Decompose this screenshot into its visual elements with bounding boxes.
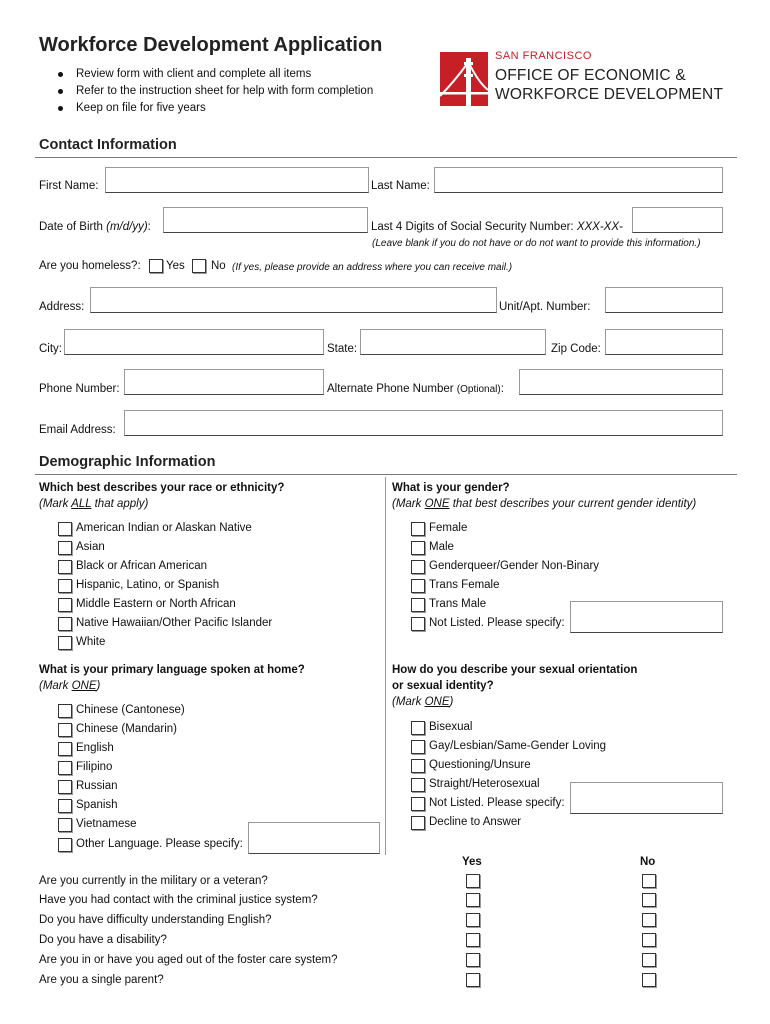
gender-instruction: (Mark ONE that best describes your current gender identity) xyxy=(392,498,697,510)
state-label: State: xyxy=(327,343,358,355)
city-label: City: xyxy=(39,343,62,355)
dob-field[interactable] xyxy=(163,207,368,233)
logo-text: OFFICE OF ECONOMIC & WORKFORCE DEVELOPMENT xyxy=(495,67,724,103)
homeless-no-label: No xyxy=(211,260,226,272)
checkbox[interactable] xyxy=(411,522,425,536)
homeless-yes-checkbox[interactable] xyxy=(149,259,163,273)
section-divider xyxy=(35,474,737,475)
yesno-question: Have you had contact with the criminal justice system? xyxy=(39,894,318,906)
yes-checkbox[interactable] xyxy=(466,973,480,987)
no-checkbox[interactable] xyxy=(642,893,656,907)
column-divider xyxy=(385,477,386,855)
no-checkbox[interactable] xyxy=(642,933,656,947)
contact-heading: Contact Information xyxy=(39,137,177,153)
first-name-field[interactable] xyxy=(105,167,369,193)
no-checkbox[interactable] xyxy=(642,973,656,987)
language-specify-field[interactable] xyxy=(248,822,380,854)
language-instruction: (Mark ONE) xyxy=(39,680,101,692)
checkbox[interactable] xyxy=(411,778,425,792)
homeless-note: (If yes, please provide an address where you can receive mail.) xyxy=(232,262,513,273)
no-checkbox[interactable] xyxy=(642,953,656,967)
last-name-label: Last Name: xyxy=(371,180,430,192)
zip-label: Zip Code: xyxy=(551,343,601,355)
checkbox[interactable] xyxy=(411,560,425,574)
yes-checkbox[interactable] xyxy=(466,953,480,967)
no-checkbox[interactable] xyxy=(642,874,656,888)
checkbox[interactable] xyxy=(58,579,72,593)
checkbox[interactable] xyxy=(58,818,72,832)
no-checkbox[interactable] xyxy=(642,913,656,927)
address-field[interactable] xyxy=(90,287,497,313)
yes-checkbox[interactable] xyxy=(466,913,480,927)
checkbox[interactable] xyxy=(58,723,72,737)
orientation-instruction: (Mark ONE) xyxy=(392,696,454,708)
yes-checkbox[interactable] xyxy=(466,933,480,947)
checkbox[interactable] xyxy=(411,816,425,830)
instruction-item: Keep on file for five years xyxy=(58,100,373,117)
checkbox[interactable] xyxy=(58,780,72,794)
race-instruction: (Mark ALL that apply) xyxy=(39,498,149,510)
race-question: Which best describes your race or ethnicity? xyxy=(39,482,285,494)
yesno-question: Do you have difficulty understanding English? xyxy=(39,914,272,926)
no-column-header: No xyxy=(640,856,656,868)
dob-label: Date of Birth (m/d/yy): xyxy=(39,221,151,233)
gender-question: What is your gender? xyxy=(392,482,510,494)
checkbox[interactable] xyxy=(411,721,425,735)
yes-checkbox[interactable] xyxy=(466,893,480,907)
instruction-item: Refer to the instruction sheet for help with form completion xyxy=(58,83,373,100)
checkbox[interactable] xyxy=(58,704,72,718)
yesno-question: Do you have a disability? xyxy=(39,934,167,946)
checkbox[interactable] xyxy=(58,742,72,756)
ssn-label: Last 4 Digits of Social Security Number: XXX-XX- xyxy=(371,221,623,233)
orientation-question-line2: or sexual identity? xyxy=(392,680,494,692)
email-label: Email Address: xyxy=(39,424,116,436)
instruction-item: Review form with client and complete all items xyxy=(58,66,373,83)
last-name-field[interactable] xyxy=(434,167,723,193)
checkbox[interactable] xyxy=(411,759,425,773)
phone-label: Phone Number: xyxy=(39,383,120,395)
checkbox[interactable] xyxy=(411,797,425,811)
checkbox[interactable] xyxy=(411,579,425,593)
checkbox[interactable] xyxy=(58,761,72,775)
checkbox[interactable] xyxy=(58,522,72,536)
checkbox[interactable] xyxy=(58,598,72,612)
checkbox[interactable] xyxy=(58,560,72,574)
page-title: Workforce Development Application xyxy=(39,34,383,56)
ssn-field[interactable] xyxy=(632,207,723,233)
checkbox[interactable] xyxy=(411,598,425,612)
unit-label: Unit/Apt. Number: xyxy=(499,301,591,313)
yesno-question: Are you a single parent? xyxy=(39,974,164,986)
unit-field[interactable] xyxy=(605,287,723,313)
alt-phone-field[interactable] xyxy=(519,369,723,395)
orientation-specify-field[interactable] xyxy=(570,782,723,814)
bridge-logo-icon xyxy=(440,52,488,106)
homeless-no-checkbox[interactable] xyxy=(192,259,206,273)
homeless-label: Are you homeless?: xyxy=(39,260,141,272)
checkbox[interactable] xyxy=(411,617,425,631)
city-field[interactable] xyxy=(64,329,324,355)
phone-field[interactable] xyxy=(124,369,324,395)
email-field[interactable] xyxy=(124,410,723,436)
ssn-note: (Leave blank if you do not have or do not want to provide this information.) xyxy=(372,238,701,249)
checkbox[interactable] xyxy=(58,617,72,631)
section-divider xyxy=(35,157,737,158)
checkbox[interactable] xyxy=(58,541,72,555)
alt-phone-label: Alternate Phone Number (Optional): xyxy=(327,383,504,395)
checkbox[interactable] xyxy=(58,636,72,650)
checkbox[interactable] xyxy=(411,541,425,555)
yes-checkbox[interactable] xyxy=(466,874,480,888)
language-question: What is your primary language spoken at home? xyxy=(39,664,305,676)
checkbox[interactable] xyxy=(58,838,72,852)
instruction-list xyxy=(58,66,373,117)
checkbox[interactable] xyxy=(411,740,425,754)
yes-column-header: Yes xyxy=(462,856,482,868)
yesno-question: Are you in or have you aged out of the foster care system? xyxy=(39,954,338,966)
homeless-yes-label: Yes xyxy=(166,260,185,272)
oewd-logo: SAN FRANCISCO OFFICE OF ECONOMIC & WORKFORCE DEVELOPMENT xyxy=(440,50,740,108)
demographic-heading: Demographic Information xyxy=(39,454,216,470)
yesno-question: Are you currently in the military or a veteran? xyxy=(39,875,268,887)
orientation-question: How do you describe your sexual orientation xyxy=(392,664,638,676)
state-field[interactable] xyxy=(360,329,546,355)
address-label: Address: xyxy=(39,301,85,313)
checkbox[interactable] xyxy=(58,799,72,813)
gender-specify-field[interactable] xyxy=(570,601,723,633)
first-name-label: First Name: xyxy=(39,180,99,192)
zip-field[interactable] xyxy=(605,329,723,355)
